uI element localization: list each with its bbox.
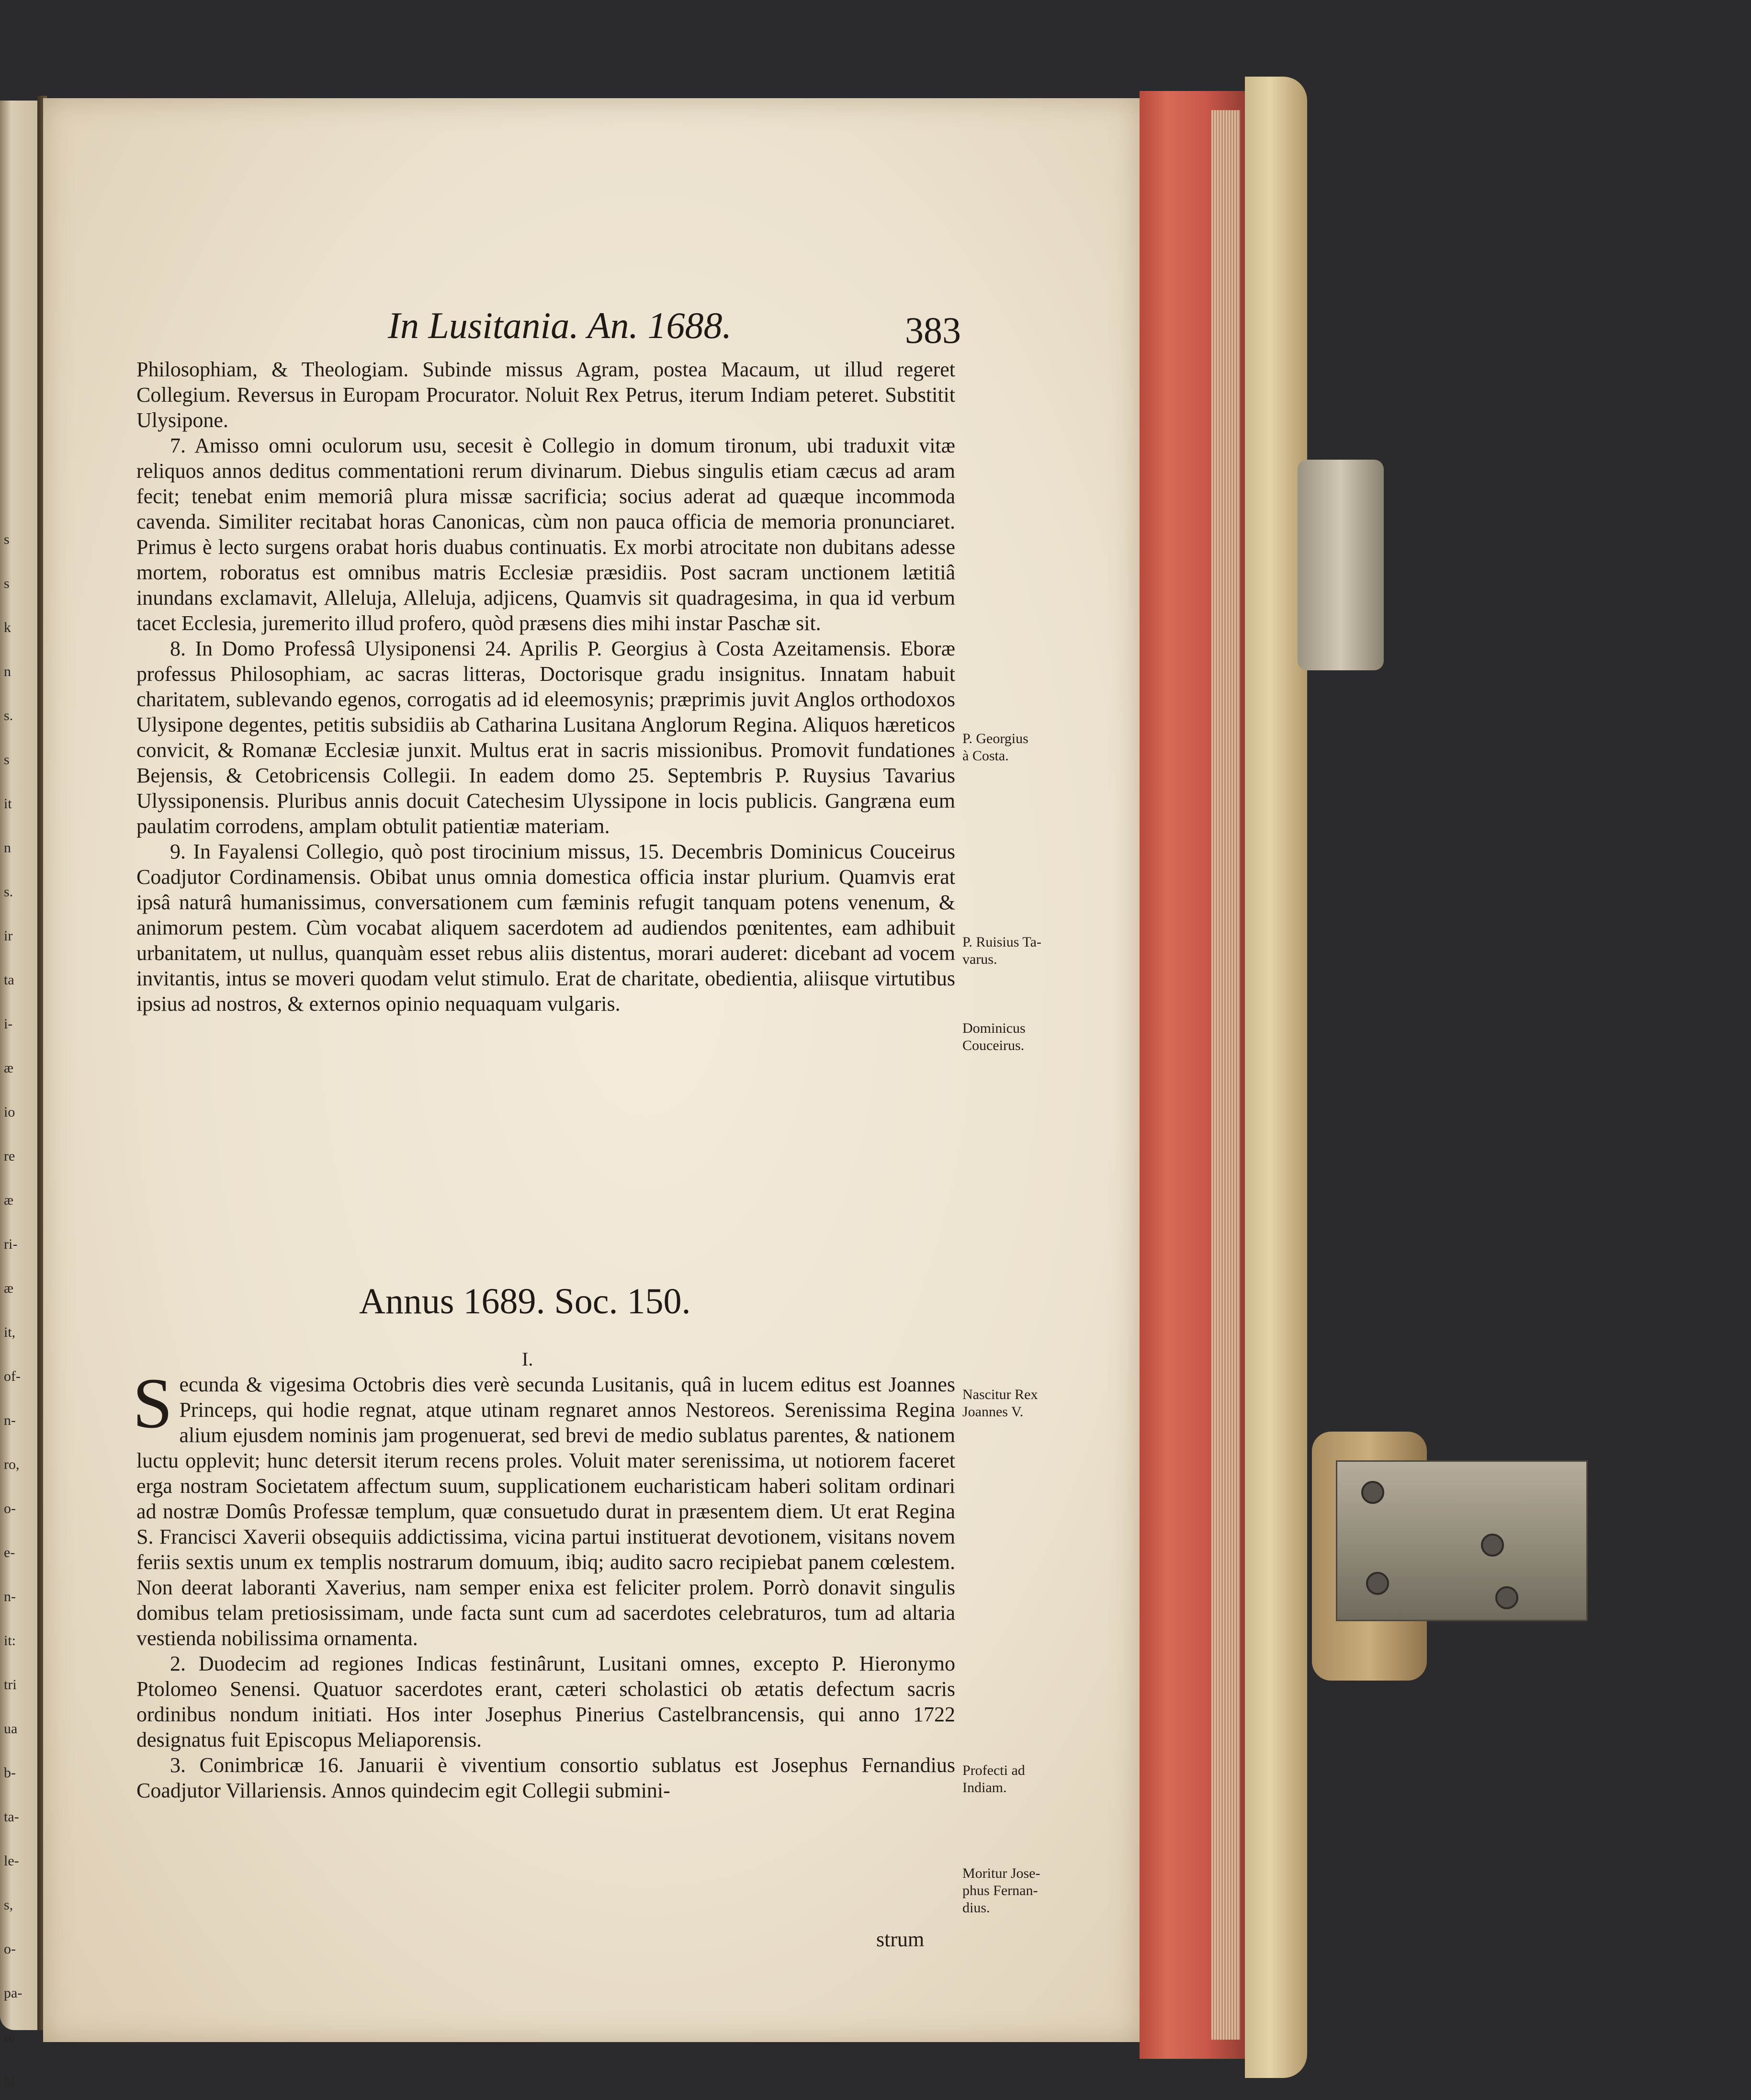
left-page-fragment: s. xyxy=(4,708,13,723)
left-page-fragment: ta- xyxy=(4,1809,19,1825)
left-page-fragment: it, xyxy=(4,1324,16,1340)
left-page-fragment: n xyxy=(4,664,11,679)
marginal-note: Dominicus Couceirus. xyxy=(962,1020,1026,1053)
left-page-fragment: i- xyxy=(4,1016,13,1032)
left-page-fragment: of- xyxy=(4,1368,21,1384)
left-page-fragment: n xyxy=(4,840,11,856)
section-number: I. xyxy=(522,1348,533,1370)
lower-clasp-plate xyxy=(1336,1460,1588,1621)
page-number: 383 xyxy=(905,309,961,351)
left-page-fragment: æ xyxy=(4,1280,14,1296)
paragraph: Philosophiam, & Theologiam. Subinde missus Agram, postea Macaum, ut illud regeret Collegium. Reversus in Europam Procurator. Noluit Rex Petrus, iterum Indiam peteret. Substitit Ulysipone. xyxy=(136,358,955,432)
left-page-fragment: s. xyxy=(4,884,13,900)
left-page-fragment: s xyxy=(4,576,10,591)
left-page-fragment: o- xyxy=(4,1501,16,1516)
marginal-note: P. Georgius à Costa. xyxy=(962,731,1028,764)
section-title: Annus 1689. Soc. 150. xyxy=(359,1281,691,1321)
right-page xyxy=(43,98,1140,2042)
paragraph: 9. In Fayalensi Collegio, quò post tirocinium missus, 15. Decembris Dominicus Couceirus Coadjutor Cordinamensis. Obibat unus omnia domestica officia instar plurium. Quamvis erat ipsâ naturâ humanissimus, conversationem cum fæminis refugit tanquam potens venenum, & animorum pestem. Cùm vocabat aliquem sacerdotem ad audiendos pœnitentes, eam adhibuit urbanitatem, ut nullus, quanquàm esset rebus aliis distentus, morari auderet: dicebant ad vocem invitantis, intus se moveri quodam velut stimulo. Erat de charitate, obedientia, aliisque virtutibus ipsius ad nostros, & externos opinio nequaquam vulgaris. xyxy=(136,840,955,1016)
left-page-fragment: k xyxy=(4,620,11,635)
left-page-fragment: ta xyxy=(4,972,14,988)
body-top xyxy=(136,357,955,1016)
paragraph-text: ecunda & vigesima Octobris dies verè secunda Lusitanis, quâ in lucem editus est Joannes Princeps, qui hodie regnat, atque utinam regnaret annos Nestoreos. Serenissima Regina alium ejusdem nominis jam progenuerat, sed brevi de medio sublatus parentes, & nationem luctu opplevit; hunc detersit iterum recens proles. Voluit mater serenissima, ut notiorem faceret erga nostram Societatem affectum suum, supplicationem eucharisticam haberi solitam ordinari ad nostræ Domûs Professæ templum, quæ consuetudo durat in præsentem diem. Ut erat Regina S. Francisci Xaverii obsequiis addictissima, vicina partui instituerat devotionem, visitans novem feriis sextis unum ex templis nostrarum domuum, ibiq; audito sacro recipiebat panem cœlestem. Non deerat laboranti Xaverius, nam semper enixa est feliciter prolem. Porrò donavit singulis domibus telam pretiosissimam, unde facta sunt cum ad sacerdotes celebraturos, tum ad altaria vestienda nobilissima ornamenta. xyxy=(136,1373,955,1650)
clasp-rivet xyxy=(1495,1586,1518,1609)
left-page-fragment: s xyxy=(4,531,10,547)
upper-clasp xyxy=(1298,460,1384,670)
left-page-fragment: e- xyxy=(4,1545,15,1560)
clasp-rivet xyxy=(1361,1481,1384,1504)
left-page-fragment: re xyxy=(4,2029,15,2045)
left-page-fragment: æ xyxy=(4,1060,14,1076)
paragraph: 3. Conimbricæ 16. Januarii è viventium consortio sublatus est Josephus Fernandius Coadjutor Villariensis. Annos quindecim egit Collegii submini- xyxy=(136,1753,955,1802)
left-page-fragment: ri- xyxy=(4,1236,18,1252)
marginal-note: Moritur Jose- phus Fernan- dius. xyxy=(962,1865,1040,1916)
left-page-fragment: ua xyxy=(4,1721,18,1737)
left-page-fragment: ir xyxy=(4,928,13,944)
left-page-fragment: hi- xyxy=(4,2073,20,2089)
left-page-fragment: le- xyxy=(4,1853,19,1869)
left-page-fragment: re xyxy=(4,1148,15,1164)
left-page-fragment: it: xyxy=(4,1633,16,1648)
catchword: strum xyxy=(876,1928,925,1951)
paragraph: 7. Amisso omni oculorum usu, secesit è Collegio in domum tironum, ubi traduxit vitæ reliquos annos deditus commentationi rerum divinarum. Diebus singulis etiam cæcus ad aram fecit; tenebat enim memoriâ plura missæ sacrificia; socius aderat ad quæque incommoda cavenda. Similiter recitabat horas Canonicas, cùm non pauca officia de memoria pronunciaret. Primus è lecto surgens orabat horis duabus continuatis. Ex morbi atrocitate non dubitans adesse mortem, roboratus est omnibus matris Ecclesiæ præsidiis. Post sacram unctionem lætitiâ inundans exclamavit, Alleluja, Alleluja, adjicens, Quamvis sit quadragesima, in qua id verbum tacet Ecclesia, juremerito illud profero, quòd præsens dies mihi instar Paschæ sit. xyxy=(136,434,955,635)
left-page-fragment: pa- xyxy=(4,1985,23,2001)
clasp-rivet xyxy=(1366,1572,1389,1595)
drop-capital: S xyxy=(133,1364,173,1443)
clasp-rivet xyxy=(1481,1534,1504,1557)
left-page-fragment: æ xyxy=(4,1192,14,1208)
left-page-fragment: n- xyxy=(4,1412,16,1428)
paragraph: 2. Duodecim ad regiones Indicas festinârunt, Lusitani omnes, excepto P. Hieronymo Ptolomeo Senensi. Quatuor sacerdotes erant, cæteri scholastici ob ætatis defectum sacris ordinibus nondum initiati. Hos inter Josephus Pinerius Castelbrancensis, qui anno 1722 designatus fuit Episcopus Meliaporensis. xyxy=(136,1652,955,1751)
left-page-fragment: it xyxy=(4,796,12,812)
paragraph xyxy=(133,1364,955,1651)
body-bottom xyxy=(133,1364,955,1803)
left-page-fragment: ro, xyxy=(4,1456,20,1472)
left-page-edge xyxy=(0,101,37,2089)
paragraph: 8. In Domo Professâ Ulysiponensi 24. Aprilis P. Georgius à Costa Azeitamensis. Eboræ professus Philosophiam, ac sacras litteras, Doctorisque gradu insignitus. Innatam habuit charitatem, sublevando egenos, corrogatis ad id eleemosynis; præprimis juvit Anglos orthodoxos Ulysipone degentes, petitis subsidiis ab Catharina Lusitana Anglorum Regina. Aliquos hæreticos convicit, & Romanæ Ecclesiæ junxit. Multus erat in sacris missionibus. Promovit fundationes Bejensis, & Cetobricensis Collegii. In eadem domo 25. Septembris P. Ruysius Tavarius Ulyssiponensis. Pluribus annis docuit Catechesim Ulyssipone in locis publicis. Gangræna eum paulatim corrodens, amplam obtulit patientiæ materiam. xyxy=(136,637,955,838)
left-page-fragment: s, xyxy=(4,1897,13,1913)
left-page-fragment: s xyxy=(4,752,10,768)
running-head: In Lusitania. An. 1688. xyxy=(388,305,732,346)
page-block-lines xyxy=(1211,110,1240,2040)
left-page-fragment: b- xyxy=(4,1765,16,1781)
marginal-note: Nascitur Rex Joannes V. xyxy=(962,1387,1038,1420)
left-page-fragment: io xyxy=(4,1104,15,1120)
left-page-fragment: o- xyxy=(4,1941,16,1957)
marginal-note: Profecti ad Indiam. xyxy=(962,1762,1025,1795)
left-page-fragment: tri xyxy=(4,1677,17,1693)
vellum-cover-edge xyxy=(1245,77,1307,2078)
marginal-note: P. Ruisius Ta- varus. xyxy=(962,934,1041,967)
left-page-fragment: n- xyxy=(4,1589,16,1604)
